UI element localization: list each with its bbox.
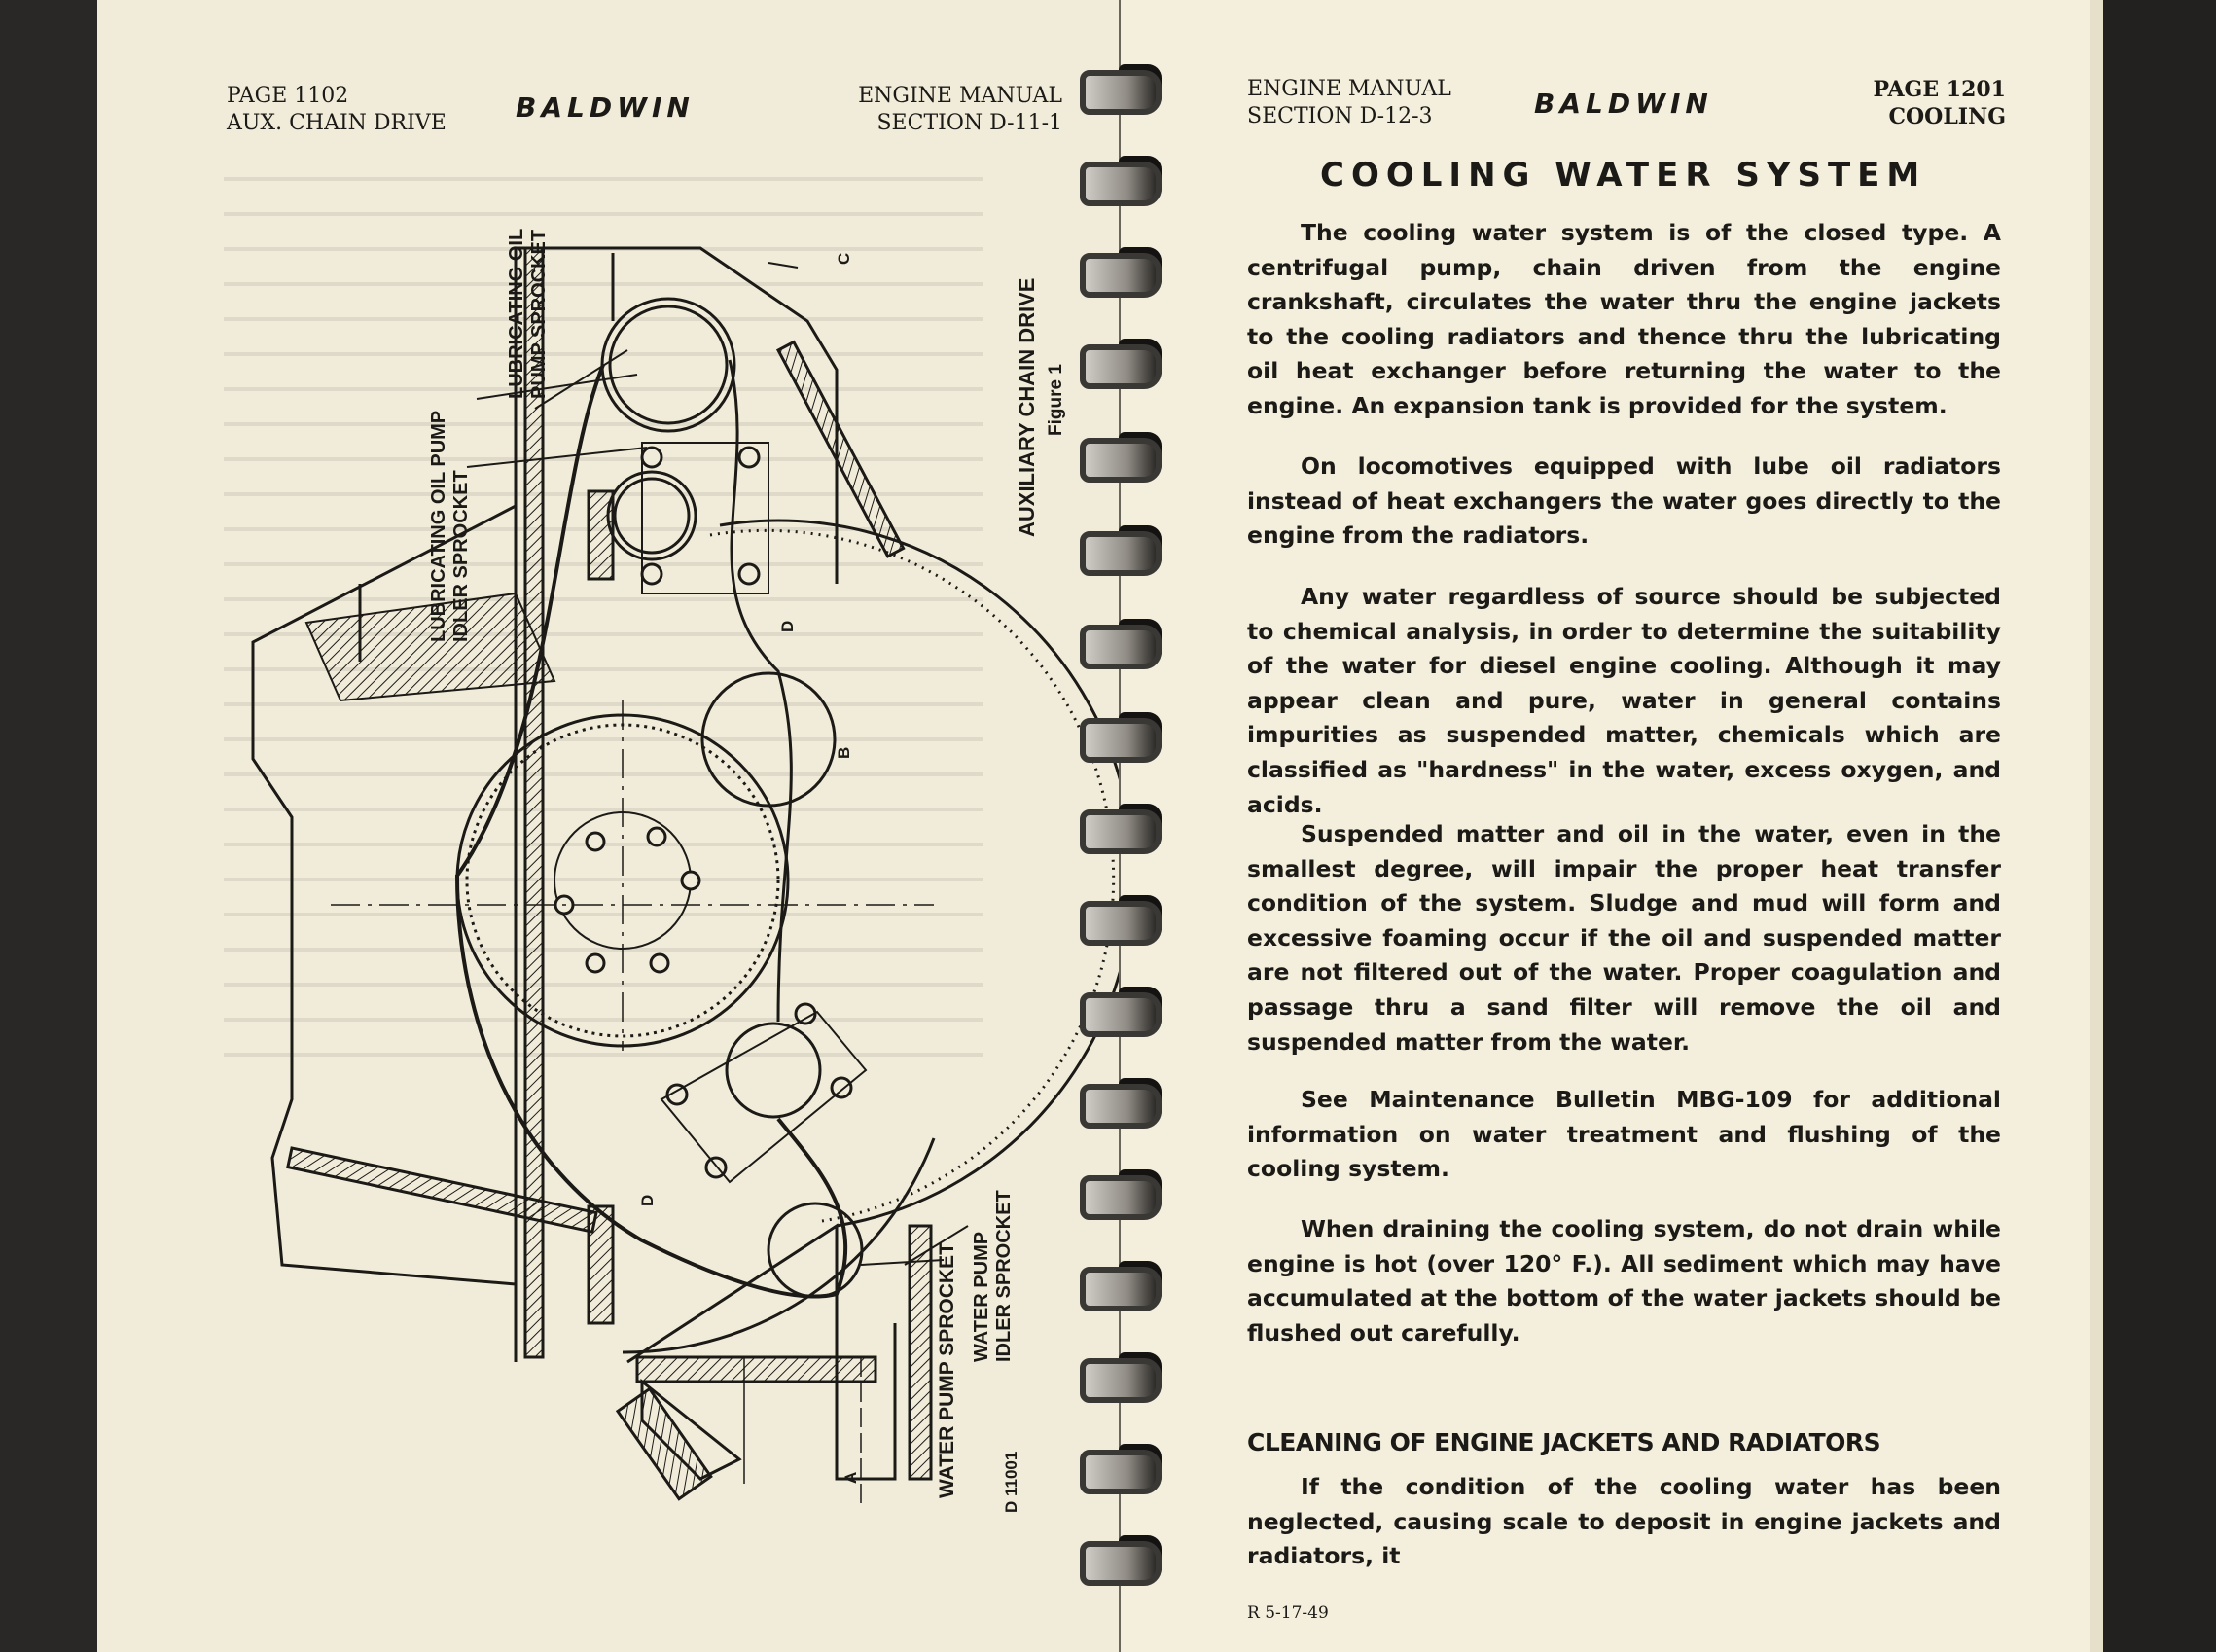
left-page: [97, 0, 1119, 1652]
drawing-number: D 11001: [1002, 1451, 1020, 1513]
binding-coil: [1070, 1169, 1167, 1216]
label-b: B: [835, 746, 853, 759]
right-page: [1121, 0, 2103, 1652]
label-lube-idler-line2: IDLER SPROCKET: [450, 470, 472, 642]
binding-coil: [1070, 1078, 1167, 1125]
book-cover-right: [2103, 0, 2216, 1652]
binding-coil: [1070, 247, 1167, 294]
auxiliary-chain-drive-figure: [97, 0, 1119, 1652]
label-water-pump-idler: [971, 1190, 1016, 1362]
paragraph-2: On locomotives equipped with lube oil radiators instead of heat exchangers the water goes directly to the engine from the radiators.: [1247, 452, 2001, 550]
label-water-pump-sprocket: WATER PUMP SPROCKET: [936, 1242, 958, 1498]
right-page-number: PAGE 1201: [1873, 77, 2006, 102]
paragraph-6: When draining the cooling system, do not drain while engine is hot (over 120° F.). All sediment which may have accumulated at the bottom of the water jackets should be flushed out carefully.: [1247, 1215, 2001, 1347]
binding-coil: [1070, 619, 1167, 665]
paragraph-4: Suspended matter and oil in the water, even in the smallest degree, will impair the proper heat transfer condition of the system. Sludge and mud will form and excessive foaming occur if the oil and suspended matter are not filtered out of the water. Proper coagulation and passage thru a sand filter will remove the oil and suspended matter from the water.: [1247, 820, 2001, 1056]
label-water-idler-line2: IDLER SPROCKET: [993, 1190, 1015, 1362]
right-page-header-right: [1874, 76, 2006, 130]
binding-coil: [1070, 64, 1167, 111]
label-lube-pump-line1: LUBRICATING OIL: [506, 228, 527, 399]
binding-coil: [1070, 432, 1167, 479]
left-page-number: PAGE 1102: [227, 84, 349, 108]
label-lube-pump-line2: PUMP SPROCKET: [528, 229, 550, 399]
page-title: COOLING WATER SYSTEM: [1320, 156, 1927, 195]
paragraph-1: The cooling water system is of the closed type. A centrifugal pump, chain driven from the engine crankshaft, circulates the water thru the engine jackets to the cooling radiators and thence thru the lubricating oil heat exchanger before returning the water to the engine. An expansion tank is provided for the system.: [1247, 219, 2001, 419]
label-a: A: [841, 1471, 860, 1484]
right-brand: BALDWIN: [1534, 88, 1713, 120]
page-edge: [2090, 0, 2103, 1652]
binding-coil: [1070, 804, 1167, 850]
left-brand: BALDWIN: [516, 91, 695, 124]
binding-coil: [1070, 1444, 1167, 1490]
figure-caption: Figure 1: [1046, 364, 1066, 436]
label-lube-idler-sprocket: [428, 411, 473, 642]
paragraph-3: Any water regardless of source should be subjected to chemical analysis, in order to determine the suitability of the water for diesel engine cooling. Although it may appear clean and pure, water in general contains impurities as suspended matter, chemicals which are classified as "hardness" in the water, excess oxygen, and acids.: [1247, 583, 2001, 818]
label-lube-pump-sprocket: [506, 229, 551, 399]
binding-coil: [1070, 1261, 1167, 1308]
binding-coil: [1070, 712, 1167, 759]
book-cover-left: [0, 0, 97, 1652]
paragraph-5: See Maintenance Bulletin MBG-109 for additional information on water treatment and flushing of the cooling system.: [1247, 1086, 2001, 1183]
binding-coil: [1070, 895, 1167, 942]
left-manual-title: ENGINE MANUAL: [858, 84, 1062, 108]
revision-footer: R 5-17-49: [1247, 1603, 1329, 1623]
binding-coil: [1070, 156, 1167, 202]
label-water-idler-line1: WATER PUMP: [971, 1231, 992, 1362]
right-section-title: COOLING: [1888, 104, 2006, 129]
right-section: SECTION D-12-3: [1247, 104, 1433, 128]
spiral-binding: [1041, 0, 1187, 1652]
right-manual-title: ENGINE MANUAL: [1247, 77, 1451, 101]
binding-coil: [1070, 339, 1167, 385]
binding-coil: [1070, 1535, 1167, 1582]
label-c: C: [835, 252, 853, 265]
paragraph-cleaning: If the condition of the cooling water has been neglected, causing scale to deposit in engine jackets and radiators, it: [1247, 1473, 2001, 1570]
left-section: SECTION D-11-1: [876, 111, 1062, 135]
right-page-header-left: [1247, 76, 1451, 130]
label-d-lower: D: [638, 1194, 657, 1206]
left-section-title: AUX. CHAIN DRIVE: [227, 111, 447, 135]
binding-coil: [1070, 525, 1167, 572]
section-subheading: CLEANING OF ENGINE JACKETS AND RADIATORS: [1247, 1428, 1881, 1456]
figure-title: AUXILIARY CHAIN DRIVE: [1015, 277, 1039, 537]
label-lube-idler-line1: LUBRICATING OIL PUMP: [428, 410, 449, 642]
binding-coil: [1070, 987, 1167, 1033]
label-d-upper: D: [778, 620, 797, 632]
binding-coil: [1070, 1352, 1167, 1399]
